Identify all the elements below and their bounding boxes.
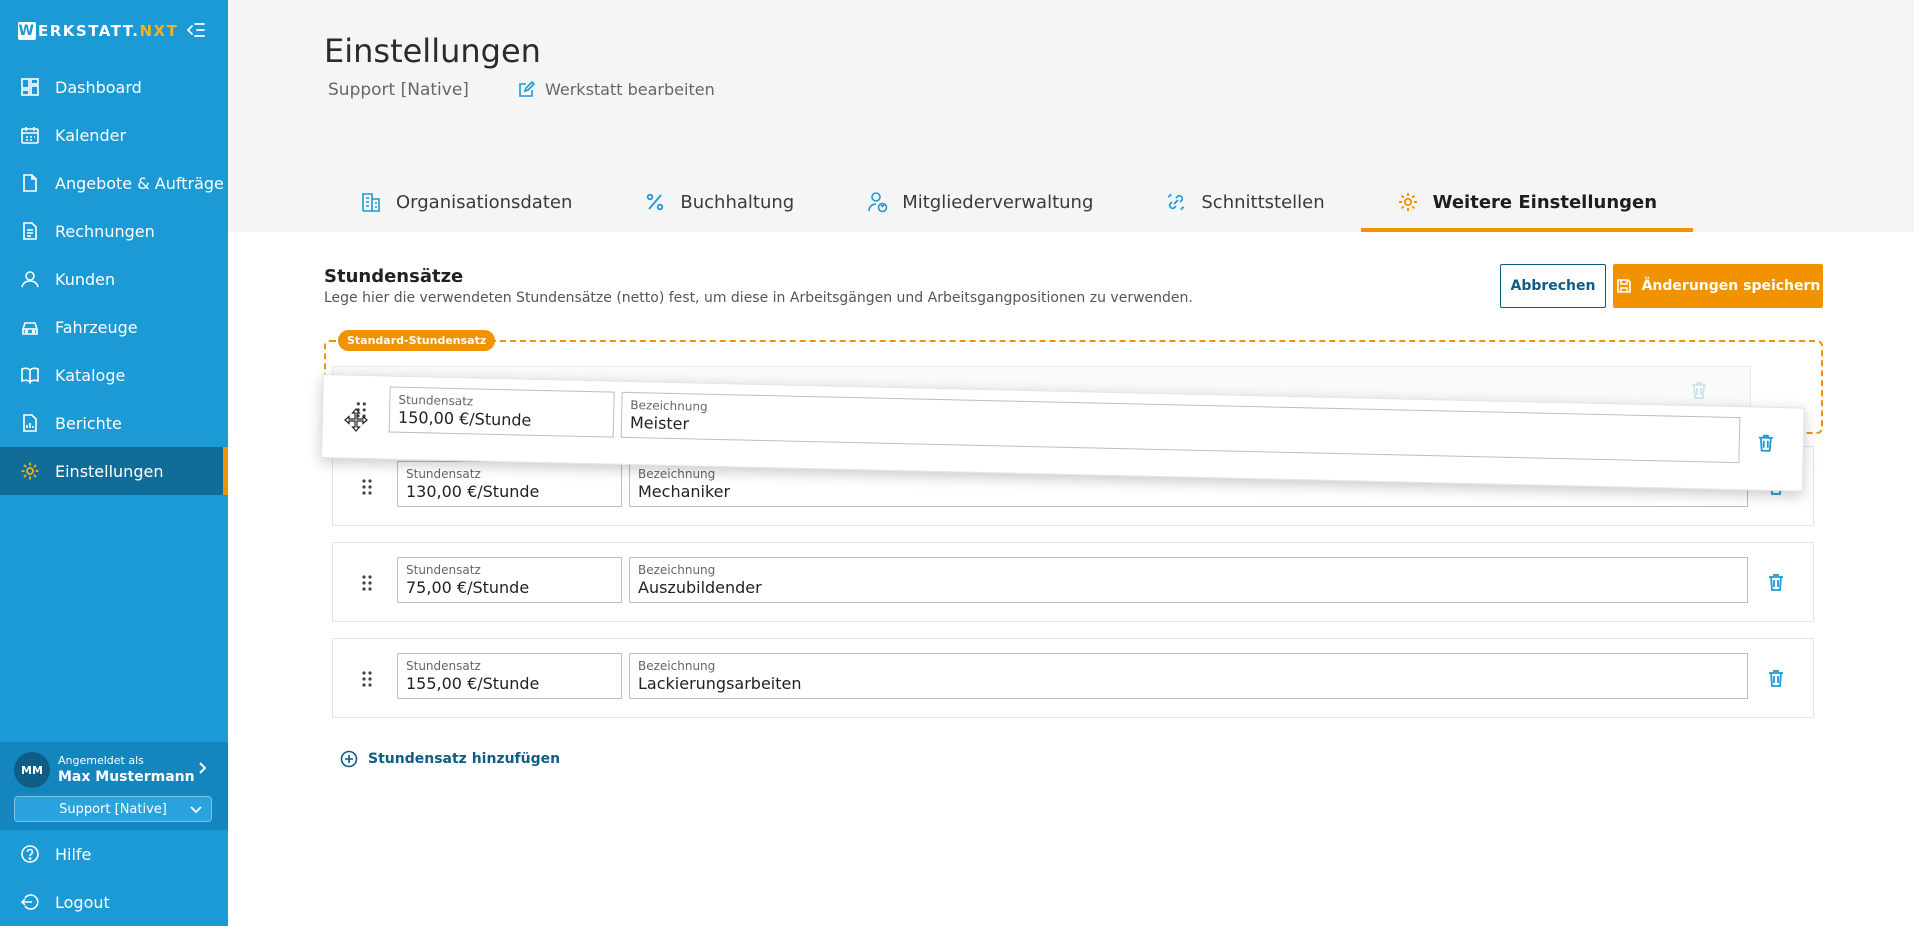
drag-handle-icon[interactable] — [359, 573, 375, 593]
sidebar-item-label: Logout — [55, 892, 110, 912]
sidebar-item-label: Einstellungen — [55, 461, 164, 481]
rate-field-value: 155,00 €/Stunde — [406, 674, 540, 693]
tab-organisationsdaten[interactable] — [324, 172, 608, 232]
logo-text: ERKSTATT. — [38, 22, 140, 40]
logo-w: W — [18, 23, 36, 39]
name-field[interactable] — [621, 392, 1741, 463]
name-field-label: Bezeichnung — [638, 563, 716, 577]
user-panel — [0, 742, 228, 830]
rate-field-value: 150,00 €/Stunde — [397, 407, 532, 430]
document-icon — [20, 173, 40, 193]
delete-rate-icon[interactable] — [1755, 432, 1777, 454]
link-icon — [1165, 191, 1187, 213]
avatar: MM — [14, 752, 50, 788]
page-header — [228, 0, 1914, 232]
app-logo[interactable] — [18, 20, 178, 42]
name-field-value: Lackierungsarbeiten — [638, 674, 802, 693]
name-field-label: Bezeichnung — [630, 397, 708, 414]
rate-field-label: Stundensatz — [398, 392, 474, 409]
sidebar-item-label: Dashboard — [55, 77, 142, 97]
chevron-right-icon[interactable] — [194, 760, 210, 776]
tab-label: Organisationsdaten — [396, 191, 573, 213]
logged-in-label: Angemeldet als — [58, 754, 144, 767]
gear-icon — [1397, 191, 1419, 213]
sidebar-item-label: Kalender — [55, 125, 127, 145]
book-icon — [20, 365, 40, 385]
add-rate-button[interactable] — [340, 750, 560, 768]
rate-field[interactable] — [397, 653, 622, 699]
save-button-label: Änderungen speichern — [1641, 278, 1821, 294]
sidebar-item-label: Kunden — [55, 269, 116, 289]
gear-icon — [20, 461, 40, 481]
main-content — [228, 232, 1914, 926]
rate-field[interactable] — [397, 557, 622, 603]
name-field-label: Bezeichnung — [638, 659, 716, 673]
tab-label: Mitgliederverwaltung — [902, 191, 1094, 213]
edit-workshop-link[interactable] — [518, 80, 715, 99]
car-icon — [20, 317, 40, 337]
section-title: Stundensätze — [324, 266, 464, 287]
trash-icon — [1688, 379, 1710, 401]
dashboard-icon — [20, 77, 40, 97]
name-field-value: Auszubildender — [638, 578, 762, 597]
tab-schnittstellen[interactable] — [1129, 172, 1360, 232]
sidebar-item-kalender[interactable] — [0, 111, 228, 159]
sidebar-item-kunden[interactable] — [0, 255, 228, 303]
sidebar-item-label: Kataloge — [55, 365, 126, 385]
sidebar-nav — [0, 63, 228, 495]
user-gear-icon — [866, 191, 888, 213]
sidebar-item-berichte[interactable] — [0, 399, 228, 447]
customers-icon — [20, 269, 40, 289]
user-name: Max Mustermann — [58, 769, 195, 785]
name-field[interactable] — [629, 653, 1748, 699]
rate-field-value: 130,00 €/Stunde — [406, 482, 540, 501]
chevron-down-icon — [189, 802, 203, 816]
rate-field-label: Stundensatz — [406, 659, 481, 673]
tab-buchhaltung[interactable] — [608, 172, 830, 232]
sidebar-item-label: Fahrzeuge — [55, 317, 138, 337]
rate-field[interactable] — [397, 461, 622, 507]
building-icon — [360, 191, 382, 213]
sidebar-item-label: Berichte — [55, 413, 122, 433]
sidebar-item-label: Rechnungen — [55, 221, 155, 241]
rate-field-label: Stundensatz — [406, 467, 481, 481]
tab-label: Weitere Einstellungen — [1432, 191, 1658, 213]
report-icon — [20, 413, 40, 433]
delete-rate-icon[interactable] — [1765, 667, 1787, 689]
calendar-icon — [20, 125, 40, 145]
standard-rate-badge: Standard-Stundensatz — [338, 330, 495, 351]
save-icon — [1616, 278, 1632, 294]
settings-tabs — [324, 172, 1693, 232]
drag-handle-icon[interactable] — [359, 477, 375, 497]
tab-label: Buchhaltung — [680, 191, 795, 213]
collapse-sidebar-icon[interactable] — [186, 20, 206, 40]
edit-workshop-label: Werkstatt bearbeiten — [545, 80, 715, 99]
section-description: Lege hier die verwendeten Stundensätze (netto) fest, um diese in Arbeitsgängen und Arbeitsgangpositionen zu verwenden. — [324, 290, 1193, 306]
percent-icon — [644, 191, 666, 213]
sidebar-item-fahrzeuge[interactable] — [0, 303, 228, 351]
save-button[interactable] — [1613, 264, 1823, 308]
sidebar — [0, 0, 228, 926]
sidebar-item-hilfe[interactable] — [0, 830, 228, 878]
sidebar-bottom-nav — [0, 830, 228, 926]
rate-field[interactable] — [389, 387, 615, 438]
drag-handle-icon[interactable] — [359, 669, 375, 689]
name-field[interactable] — [629, 557, 1748, 603]
workshop-name: Support [Native] — [328, 80, 469, 100]
add-rate-label: Stundensatz hinzufügen — [368, 751, 561, 767]
organization-select-value: Support [Native] — [59, 801, 167, 817]
name-field-label: Bezeichnung — [638, 467, 716, 481]
rate-row — [332, 542, 1814, 622]
delete-rate-icon[interactable] — [1765, 571, 1787, 593]
help-icon — [20, 844, 40, 864]
logout-icon — [20, 892, 40, 912]
logo-accent: NXT — [139, 22, 179, 40]
sidebar-item-label: Angebote & Aufträge — [55, 173, 224, 193]
sidebar-item-einstellungen[interactable] — [0, 447, 228, 495]
organization-select[interactable] — [14, 796, 212, 822]
move-cursor-icon — [344, 408, 368, 432]
tab-mitgliederverwaltung[interactable] — [830, 172, 1129, 232]
tab-label: Schnittstellen — [1201, 191, 1325, 213]
tab-weitere-einstellungen[interactable] — [1361, 172, 1693, 232]
sidebar-item-kataloge[interactable] — [0, 351, 228, 399]
rate-field-value: 75,00 €/Stunde — [406, 578, 530, 597]
cancel-button[interactable]: Abbrechen — [1500, 264, 1606, 308]
name-field-value: Meister — [629, 412, 690, 434]
rate-row — [332, 638, 1814, 718]
sidebar-item-dashboard[interactable] — [0, 63, 228, 111]
sidebar-item-label: Hilfe — [55, 844, 92, 864]
plus-circle-icon — [340, 750, 358, 768]
rate-field-label: Stundensatz — [406, 563, 481, 577]
edit-icon — [518, 81, 535, 98]
sidebar-item-logout[interactable] — [0, 878, 228, 926]
sidebar-item-angebote[interactable] — [0, 159, 228, 207]
invoice-icon — [20, 221, 40, 241]
sidebar-item-rechnungen[interactable] — [0, 207, 228, 255]
page-title: Einstellungen — [324, 32, 541, 70]
name-field-value: Mechaniker — [638, 482, 731, 501]
